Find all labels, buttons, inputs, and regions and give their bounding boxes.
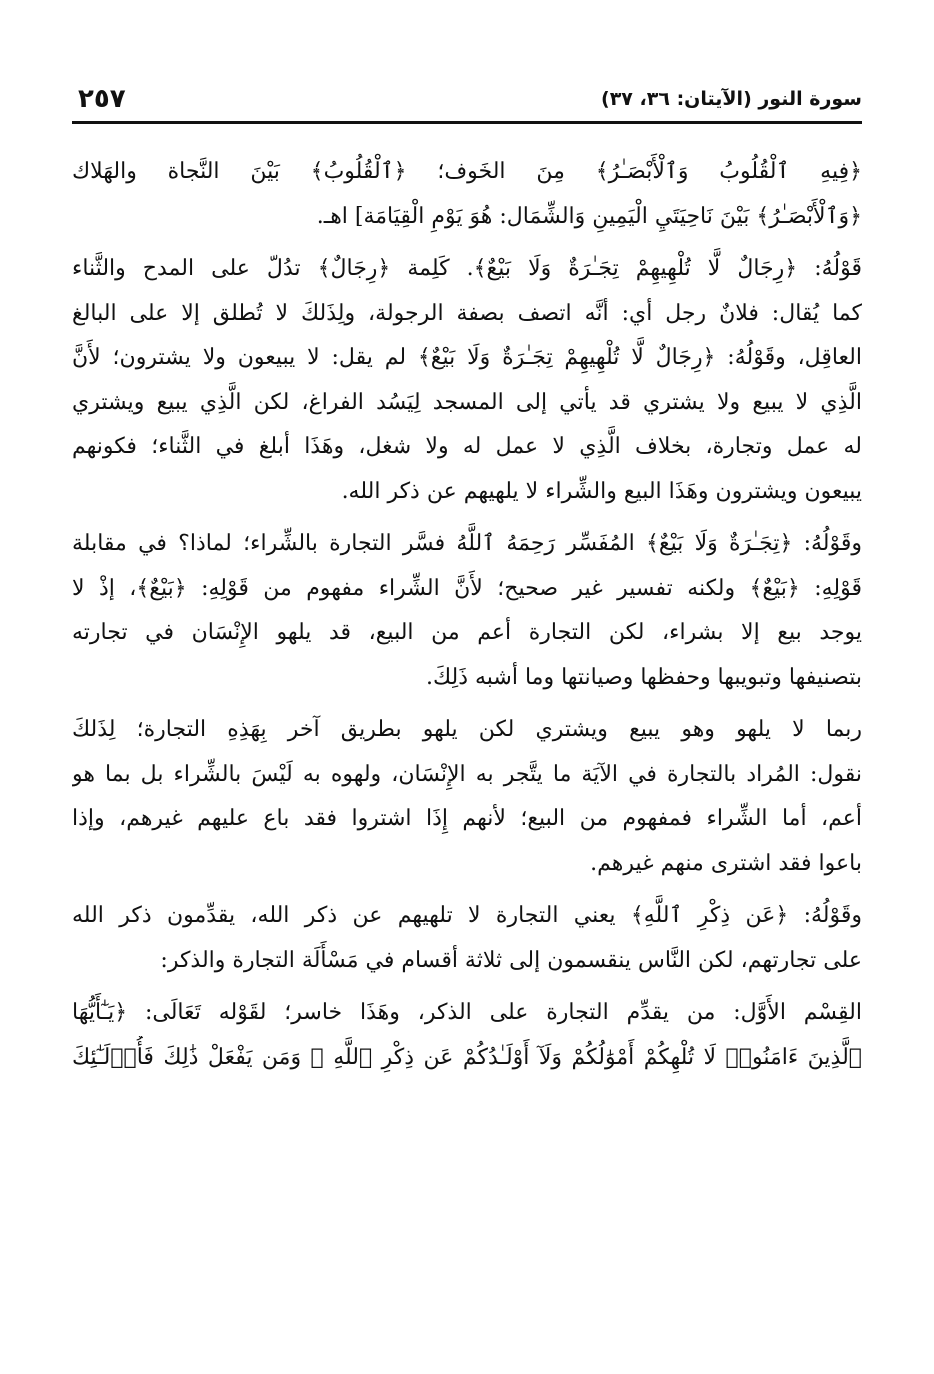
text-line: أعم، أما الشِّراء فمفهوم من البيع؛ لأنهم إِذَا اشتروا فقد باع عليهم غيرهم، وإذا	[72, 806, 862, 831]
text-line: بتصنيفها وتبويبها وحفظها وصيانتها وما أشبه ذَلِكَ.	[425, 664, 862, 690]
body-text	[72, 150, 862, 1080]
text-line: الَّذِي لا يبيع ولا يشتري قد يأتي إلى المسجد لِيَسُد الفراغ، لكن الَّذِي يبيع ويشتري	[72, 389, 862, 415]
page-header	[72, 80, 862, 124]
text-line: ﴿فِيهِ ٱلْقُلُوبُ وَٱلْأَبْصَـٰرُ﴾ مِنَ الخَوف؛ ﴿ٱلْقُلُوبُ﴾ بَيْنَ النَّجاة والهَلاك	[72, 159, 862, 184]
text-line: القِسْم الأَوَّل: من يقدِّم التجارة على الذكر، وهَذَا خاسر؛ لقَوْله تَعَالَى: ﴿يَـٰٓأَيُّهَا	[72, 1000, 862, 1025]
running-title: سورة النور (الآيتان: ٣٦، ٣٧)	[601, 88, 862, 110]
text-line: كما يُقال: فلانٌ رجل أي: أنَّه اتصف بصفة الرجولة، ولِذَلكَ لا تُطلق إلا على البالغ	[72, 300, 862, 326]
text-line: يبيعون ويشترون وهَذَا البيع والشِّراء لا يلهيهم عن ذكر الله.	[341, 478, 862, 504]
paragraph	[72, 247, 862, 514]
text-line: باعوا فقد اشترى منهم غيرهم.	[590, 850, 862, 876]
paragraph	[72, 991, 862, 1080]
paragraph	[72, 708, 862, 886]
text-line: وقَوْلُهُ: ﴿عَن ذِكْرِ ٱللَّهِ﴾ يعني التجارة لا تلهيهم عن ذكر الله، يقدِّمون ذكر الله	[72, 903, 862, 928]
text-line: العاقِل، وقَوْلُهُ: ﴿رِجَالٌ لَّا تُلْهِيهِمْ تِجَـٰرَةٌ وَلَا بَيْعٌ﴾ لم يقل: لا يبيعون ولا يشترون؛ لأَنَّ	[72, 345, 862, 370]
text-line: قَوْلُهُ: ﴿رِجَالٌ لَّا تُلْهِيهِمْ تِجَـٰرَةٌ وَلَا بَيْعٌ﴾. كَلِمة ﴿رِجَالٌ﴾ تدُلّ على المدح والثَّناء	[72, 256, 862, 281]
paragraph	[72, 894, 862, 983]
text-line: ربما لا يلهو وهو يبيع ويشتري لكن يلهو بطريق آخر بِهَذِهِ التجارة؛ لِذَلكَ	[72, 717, 862, 742]
text-line: ﴿وَٱلْأَبْصَـٰرُ﴾ بَيْنَ نَاحِيَتَيِ الْيَمِينِ وَالشِّمَال: هُوَ يَوْمِ الْقِيَامَة] اهـ.	[316, 203, 862, 229]
text-line: نقول: المُراد بالتجارة في الآيَة ما يتَّجر به الإِنْسَان، ولهوه به لَيْسَ بالشِّراء بل بما هو	[72, 761, 862, 787]
text-line: ٱلَّذِينَ ءَامَنُوا۟ لَا تُلْهِكُمْ أَمْوَٰلُكُمْ وَلَآ أَوْلَـٰدُكُمْ عَن ذِكْرِ ٱللَّهِ ۚ وَمَن يَفْعَلْ ذَٰلِكَ فَأُو۟لَـٰٓئِكَ	[72, 1044, 862, 1070]
paragraph	[72, 522, 862, 700]
text-line: وقَوْلُهُ: ﴿تِجَـٰرَةٌ وَلَا بَيْعٌ﴾ المُفَسِّر رَحِمَهُ ٱللَّهُ فسَّر التجارة بالشِّراء؛ لماذا؟ في مقابلة	[72, 531, 862, 556]
text-line: يوجد بيع إلا بشراء، لكن التجارة أعم من البيع، قد يلهو الإِنْسَان في تجارته	[72, 620, 862, 645]
text-line: له عمل وتجارة، بخلاف الَّذِي لا عمل له ولا شغل، وهَذَا أبلغ في الثَّناء؛ فكونهم	[72, 434, 862, 459]
paragraph	[72, 150, 862, 239]
header-rule	[72, 121, 862, 124]
text-line: قَوْلِهِ: ﴿بَيْعٌ﴾ ولكنه تفسير غير صحيح؛ لأَنَّ الشِّراء مفهوم من قَوْلِهِ: ﴿بَيْعٌ﴾، إذْ لا	[72, 575, 862, 601]
text-line: على تجارتهم، لكن النَّاس ينقسمون إلى ثلاثة أقسام في مَسْأَلَة التجارة والذكر:	[160, 947, 862, 973]
page-number: ٢٥٧	[78, 84, 126, 114]
